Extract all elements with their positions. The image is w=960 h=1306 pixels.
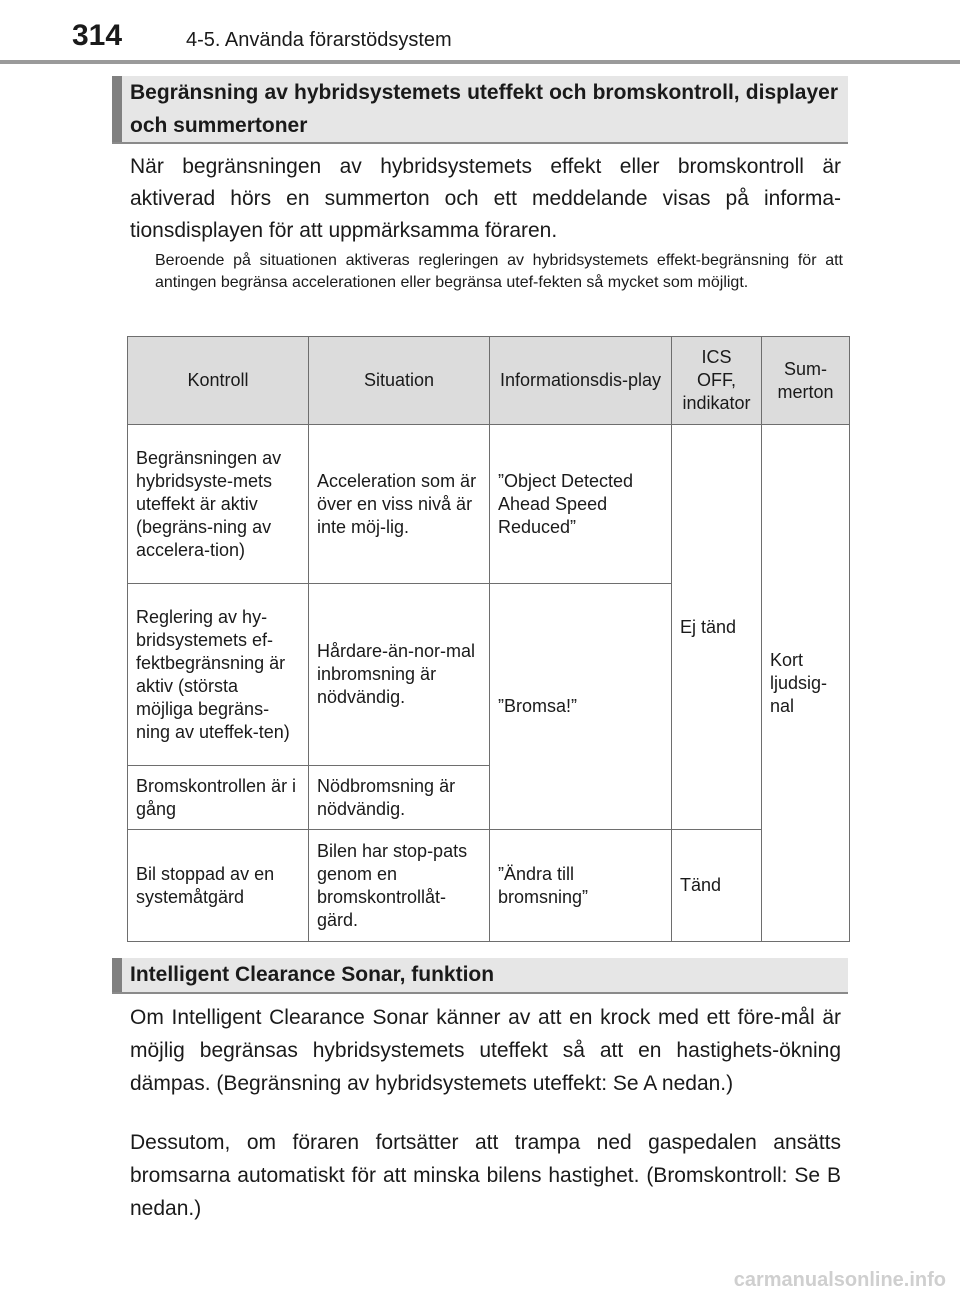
section-heading-sonar — [112, 958, 848, 994]
section-heading-text: Begränsning av hybridsystemets uteffekt och bromskontroll, displayer och summertoner — [130, 81, 838, 137]
cell-situation: Bilen har stop-pats genom en bromskontrollåt-gärd. — [309, 830, 490, 942]
cell-display: ”Bromsa!” — [490, 584, 672, 830]
section-heading-text: Intelligent Clearance Sonar, funktion — [130, 963, 495, 986]
cell-kontroll: Reglering av hy-bridsystemets ef-fektbegränsning är aktiv (största möjliga begräns-ning av uteffek-ten) — [128, 584, 309, 766]
sonar-paragraph-2: Dessutom, om föraren fortsätter att trampa ned gaspedalen ansätts bromsarna automatiskt för att minska bilens hastighet. (Bromskontroll: Se B nedan.) — [130, 1131, 841, 1220]
header-rule — [0, 60, 960, 64]
page-number: 314 — [72, 19, 123, 52]
cell-situation: Nödbromsning är nödvändig. — [309, 766, 490, 830]
header-situation: Situation — [309, 337, 490, 425]
header-summerton: Sum-merton — [762, 337, 850, 425]
cell-buzzer-shared: Kort ljudsig-nal — [762, 425, 850, 942]
cell-display: ”Ändra till bromsning” — [490, 830, 672, 942]
header-ics: ICS OFF, indikator — [672, 337, 762, 425]
heading-bar — [112, 958, 122, 992]
cell-display: ”Object Detected Ahead Speed Reduced” — [490, 425, 672, 584]
header-kontroll: Kontroll — [128, 337, 309, 425]
table-row — [128, 830, 850, 942]
watermark: carmanualsonline.info — [733, 1269, 946, 1291]
header-display: Informationsdis-play — [490, 337, 672, 425]
cell-situation: Acceleration som är över en viss nivå är inte möj-lig. — [309, 425, 490, 584]
cell-situation: Hårdare-än-nor-mal inbromsning är nödvändig. — [309, 584, 490, 766]
table-header-row — [128, 337, 850, 425]
intro-paragraph: När begränsningen av hybridsystemets effekt eller bromskontroll är aktiverad hörs en summerton och ett meddelande visas på informa-tionsdisplayen för att uppmärksamma föraren. — [130, 155, 841, 242]
cell-kontroll: Bromskontrollen är i gång — [128, 766, 309, 830]
section-title: 4-5. Använda förarstödsystem — [186, 29, 452, 51]
cell-kontroll: Bil stoppad av en systemåtgärd — [128, 830, 309, 942]
section-heading-limits — [112, 76, 848, 144]
cell-ics-shared: Ej tänd — [672, 425, 762, 830]
heading-bar — [112, 76, 122, 142]
note-paragraph: Beroende på situationen aktiveras regleringen av hybridsystemets effekt-begränsning för att antingen begränsa accelerationen eller begränsa utef-fekten så mycket som möjligt. — [155, 252, 843, 291]
cell-ics: Tänd — [672, 830, 762, 942]
cell-kontroll: Begränsningen av hybridsyste-mets uteffekt är aktiv (begräns-ning av accelera-tion) — [128, 425, 309, 584]
control-table — [127, 336, 850, 942]
sonar-paragraph-1: Om Intelligent Clearance Sonar känner av att en krock med ett före-mål är möjlig begränsas hybridsystemets uteffekt så att en hastighets-ökning dämpas. (Begränsning av hybridsystemets uteffekt: Se A nedan.) — [130, 1006, 841, 1095]
table-row — [128, 425, 850, 584]
